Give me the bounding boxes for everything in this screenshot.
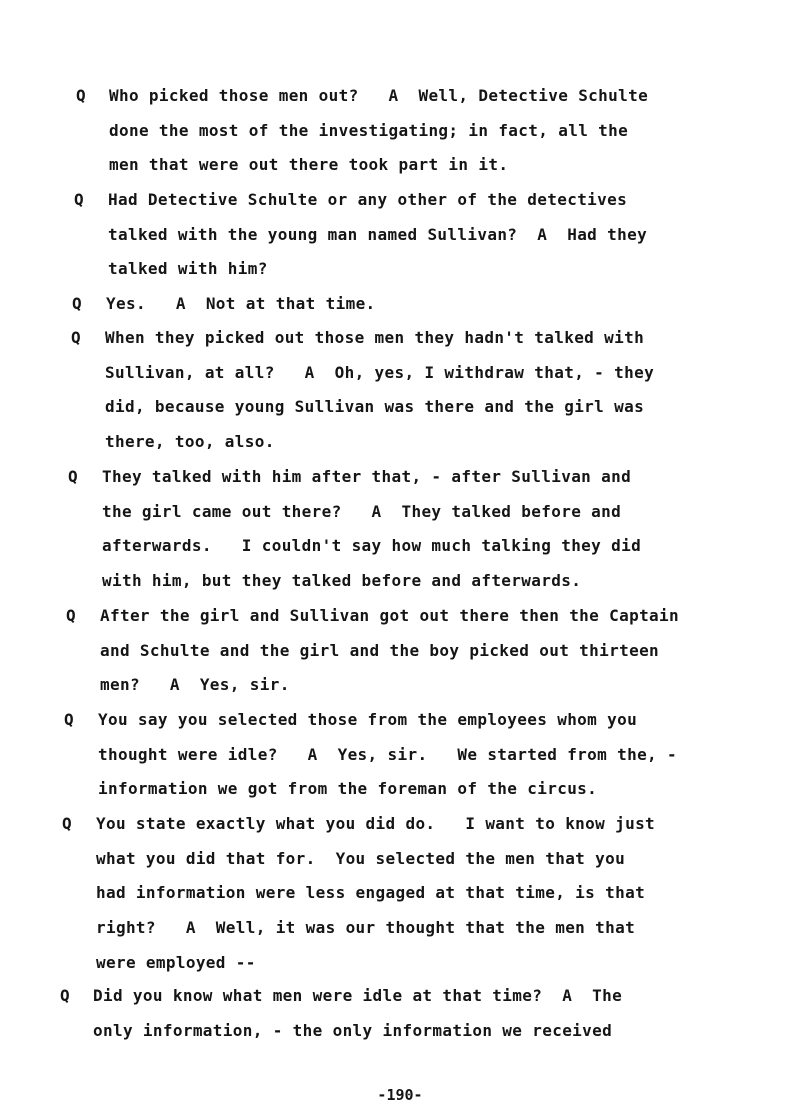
question-marker: Q: [72, 294, 82, 313]
question-marker: Q: [60, 986, 70, 1005]
transcript-line: only information, - the only information we received: [93, 1021, 613, 1040]
transcript-line: talked with him?: [108, 259, 268, 278]
transcript-line: what you did that for. You selected the men that you: [96, 849, 626, 868]
question-marker: Q: [76, 86, 86, 105]
transcript-line: Had Detective Schulte or any other of the detectives: [108, 190, 628, 209]
question-marker: Q: [68, 467, 78, 486]
transcript-line: Who picked those men out? A Well, Detective Schulte: [109, 86, 649, 105]
question-marker: Q: [64, 710, 74, 729]
transcript-line: thought were idle? A Yes, sir. We started from the, -: [98, 745, 678, 764]
page-number: -190-: [377, 1086, 423, 1104]
transcript-line: Did you know what men were idle at that time? A The: [93, 986, 623, 1005]
transcript-line: were employed --: [96, 953, 256, 972]
transcript-line: Yes. A Not at that time.: [106, 294, 376, 313]
transcript-line: there, too, also.: [105, 432, 275, 451]
transcript-line: done the most of the investigating; in fact, all the: [109, 121, 629, 140]
transcript-line: You state exactly what you did do. I want to know just: [96, 814, 656, 833]
transcript-line: with him, but they talked before and afterwards.: [102, 571, 582, 590]
transcript-line: After the girl and Sullivan got out there then the Captain: [100, 606, 680, 625]
transcript-line: information we got from the foreman of the circus.: [98, 779, 598, 798]
transcript-line: When they picked out those men they hadn't talked with: [105, 328, 645, 347]
transcript-line: men that were out there took part in it.: [109, 155, 509, 174]
question-marker: Q: [66, 606, 76, 625]
question-marker: Q: [71, 328, 81, 347]
transcript-line: the girl came out there? A They talked before and: [102, 502, 622, 521]
transcript-line: Sullivan, at all? A Oh, yes, I withdraw that, - they: [105, 363, 655, 382]
transcript-line: afterwards. I couldn't say how much talking they did: [102, 536, 642, 555]
question-marker: Q: [62, 814, 72, 833]
transcript-line: right? A Well, it was our thought that the men that: [96, 918, 636, 937]
transcript-line: talked with the young man named Sullivan? A Had they: [108, 225, 648, 244]
transcript-line: You say you selected those from the employees whom you: [98, 710, 638, 729]
question-marker: Q: [74, 190, 84, 209]
transcript-line: did, because young Sullivan was there and the girl was: [105, 397, 645, 416]
transcript-line: had information were less engaged at that time, is that: [96, 883, 646, 902]
transcript-line: and Schulte and the girl and the boy picked out thirteen: [100, 641, 660, 660]
transcript-line: men? A Yes, sir.: [100, 675, 290, 694]
transcript-line: They talked with him after that, - after Sullivan and: [102, 467, 632, 486]
